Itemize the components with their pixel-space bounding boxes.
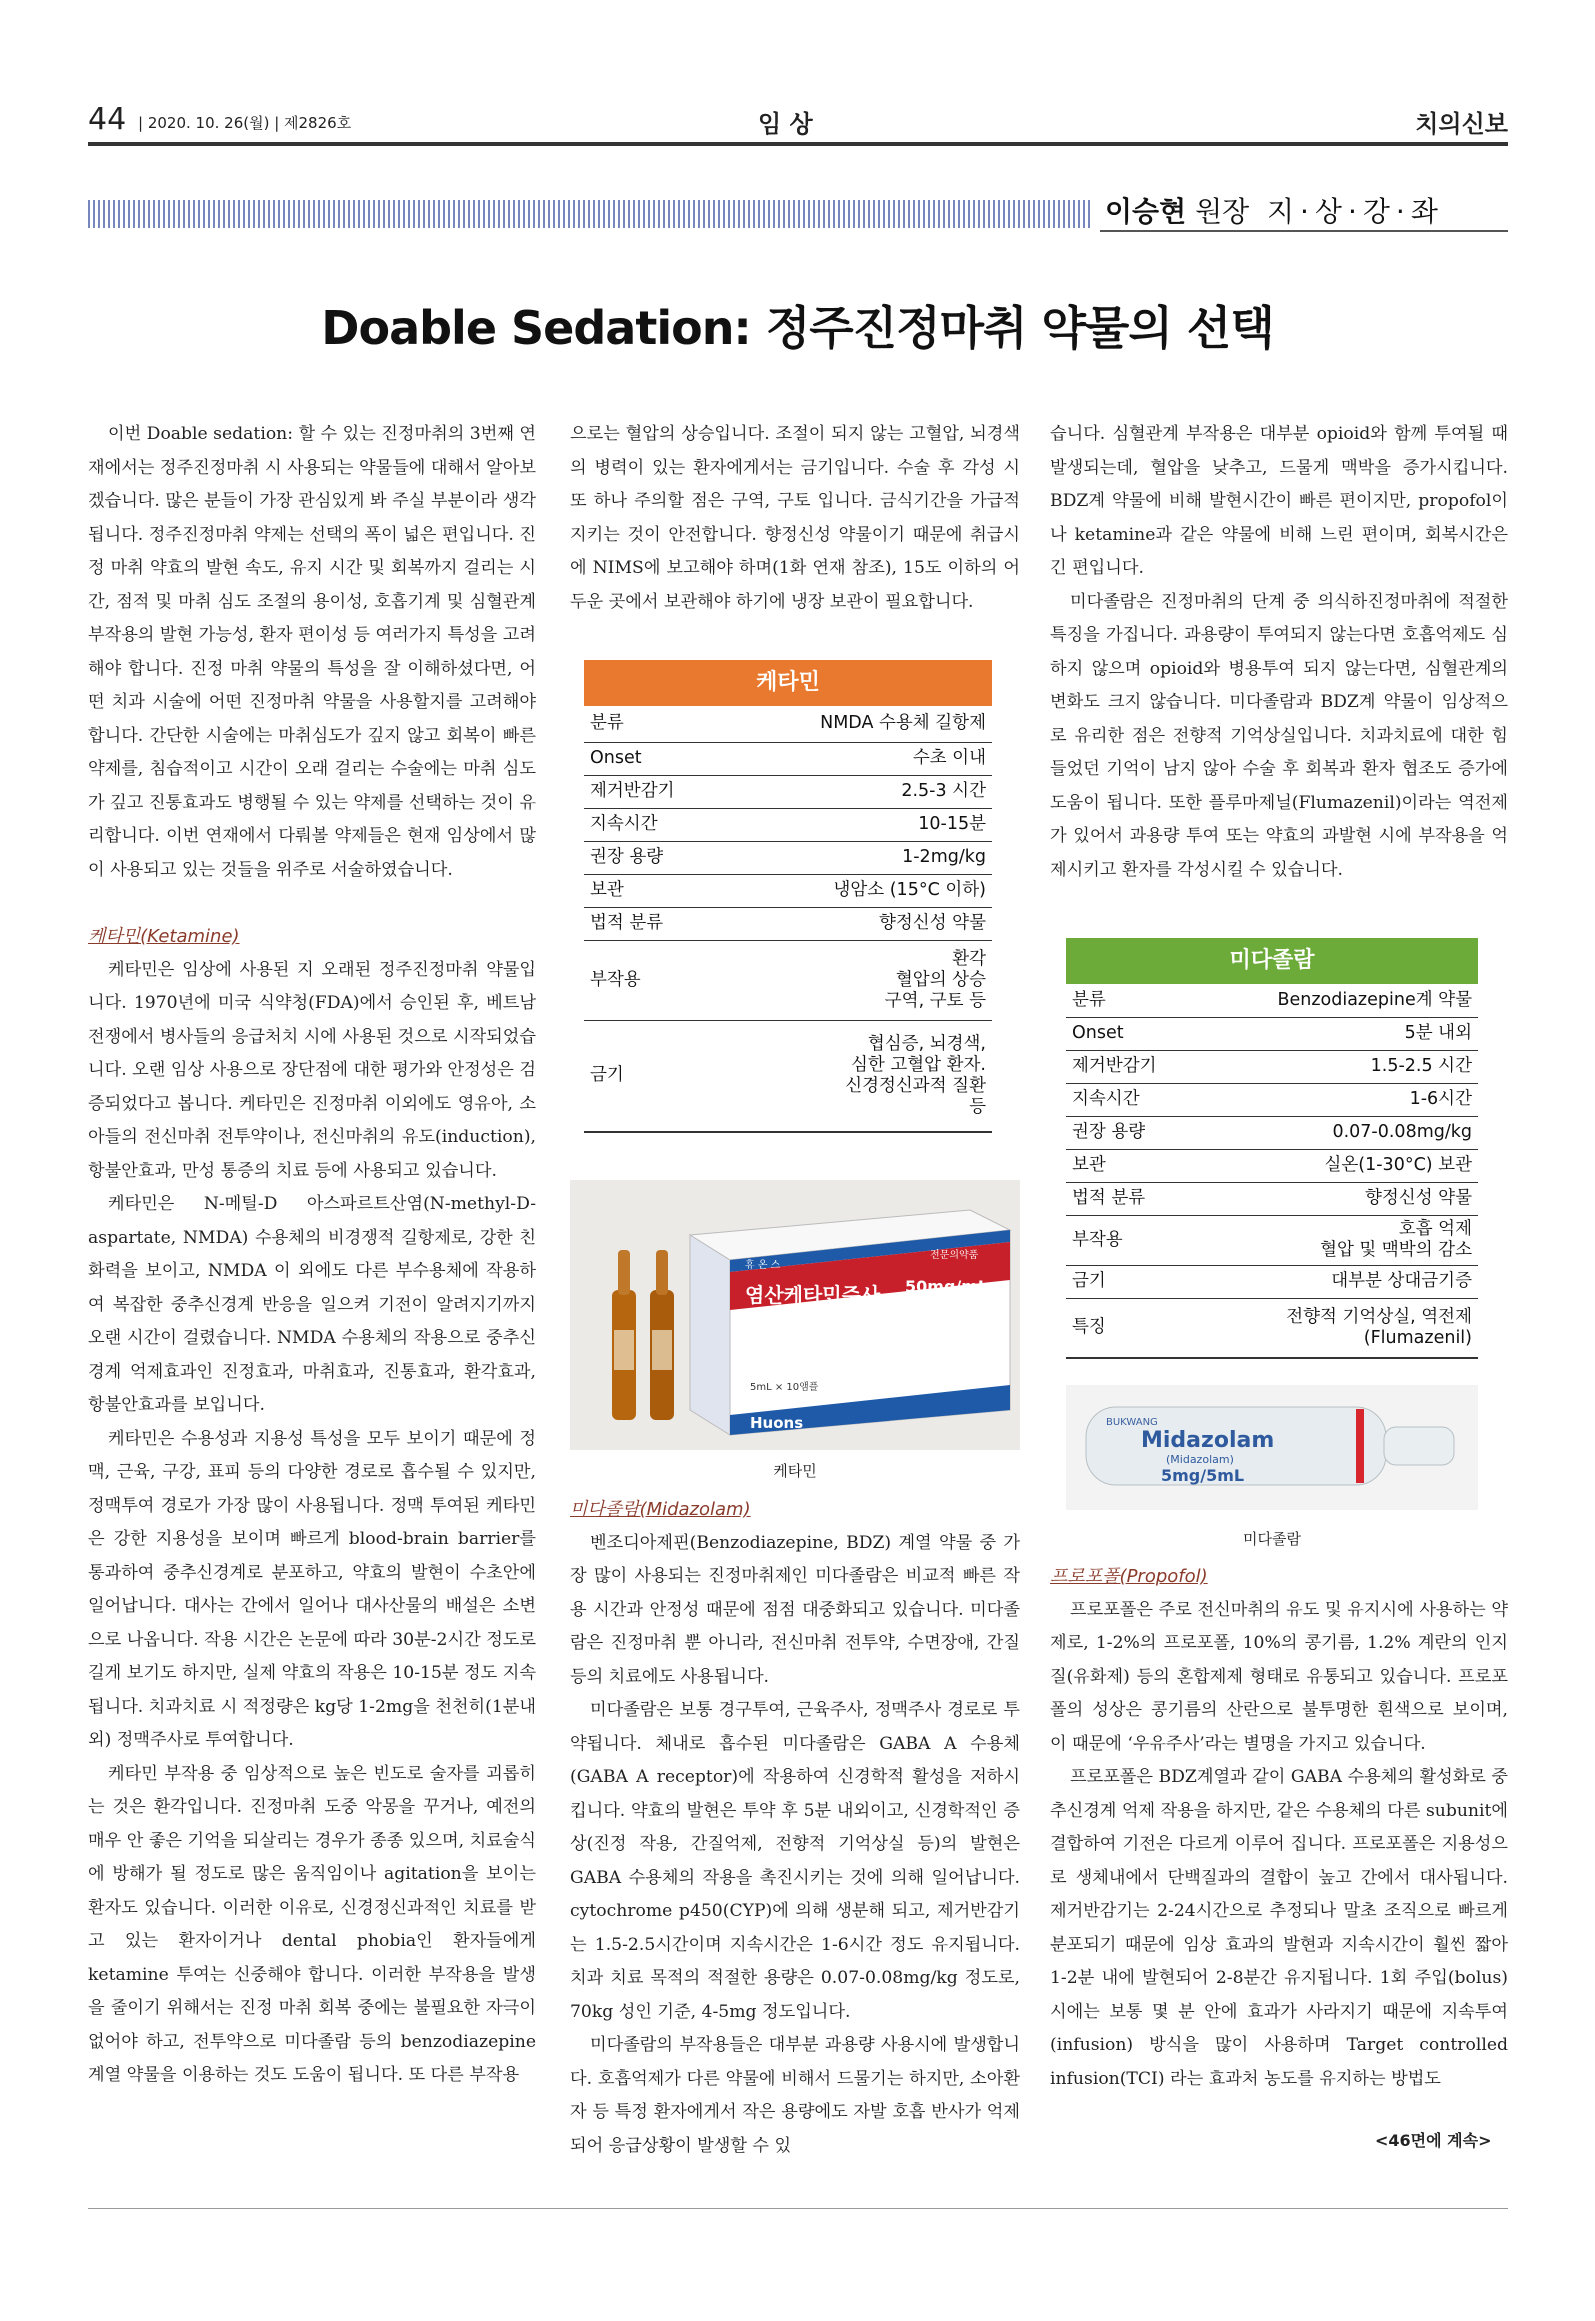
row-value: NMDA 수용체 길항제 bbox=[728, 706, 992, 742]
row-value: 협심증, 뇌경색, 심한 고혈압 환자. 신경정신과적 질환 등 bbox=[728, 1020, 992, 1132]
table-row bbox=[584, 706, 992, 742]
row-value: 1-2mg/kg bbox=[728, 841, 992, 874]
table-row bbox=[1066, 1017, 1478, 1050]
intro-paragraph: 이번 Doable sedation: 할 수 있는 진정마취의 3번째 연재에서는 정주진정마취 시 사용되는 약물들에 대해서 알아보겠습니다. 많은 분들이 가장 관심있게 봐 주실 부분이라 생각됩니다. 정주진정마취 약제는 선택의 폭이 넓은 편입니다. 진정 마취 약효의 발현 속도, 유지 시간 및 회복까지 걸리는 시간, 점적 및 마취 심도 조절의 용이성, 호흡기계 및 심혈관계 부작용의 발현 가능성, 환자 편이성 등 여러가지 특성을 고려해야 합니다. 진정 마취 약물의 특성을 잘 이해하셨다면, 어떤 치과 시술에 어떤 진정마취 약물을 사용할지를 고려해야 합니다. 간단한 시술에는 마취심도가 깊지 않고 회복이 빠른 약제를, 침습적이고 시간이 오래 걸리는 수술에는 마취 심도가 깊고 진통효과도 병행될 수 있는 약제를 선택하는 것이 유리합니다. 이번 연재에서 다뤄볼 약제들은 현재 임상에서 많이 사용되고 있는 것들을 위주로 서술하였습니다. bbox=[88, 424, 536, 880]
box-concentration: 50mg/mL bbox=[905, 1277, 989, 1296]
column-3-lower bbox=[1050, 1560, 1508, 2096]
ampoule-dose: 5mg/5mL bbox=[1161, 1466, 1245, 1485]
paragraph: 미다졸람은 보통 경구투여, 근육주사, 정맥주사 경로로 투약됩니다. 체내로 흡수된 미다졸람은 GABA A 수용체(GABA A receptor)에 작용하여 신경학적 활성을 저하시킵니다. 약효의 발현은 투약 후 5분 내외이고, 신경학적인 증상(진정 작용, 간질억제, 전향적 기억상실 등)의 발현은 GABA 수용체의 작용을 촉진시키는 것에 의해 일어납니다. cytochrome p450(CYP)에 의해 생분해 되고, 제거반감기는 1.5-2.5시간이며 지속시간은 1-6시간 정도 유지됩니다. 치과 치료 목적의 적절한 용량은 0.07-0.08mg/kg 정도로, 70kg 성인 기준, 4-5mg 정도입니다. bbox=[570, 1700, 1020, 2022]
row-value: 대부분 상대금기증 bbox=[1197, 1265, 1478, 1298]
box-product-name: 염산케타민주사 bbox=[745, 1283, 881, 1307]
table-row bbox=[1066, 1083, 1478, 1116]
article-title: Doable Sedation: 정주진정마취 약물의 선택 bbox=[321, 301, 1274, 355]
table-header: 케타민 bbox=[584, 660, 992, 706]
row-label: 법적 분류 bbox=[1066, 1182, 1197, 1215]
row-value: 1-6시간 bbox=[1197, 1083, 1478, 1116]
table-row bbox=[1066, 1298, 1478, 1358]
header-rule bbox=[88, 142, 1508, 146]
table-row bbox=[1066, 1265, 1478, 1298]
table-body bbox=[1066, 984, 1478, 1359]
ketamine-product-image bbox=[570, 1180, 1020, 1450]
table-row bbox=[1066, 1116, 1478, 1149]
row-value: 5분 내외 bbox=[1197, 1017, 1478, 1050]
paragraph: 프로포폴은 주로 전신마취의 유도 및 유지시에 사용하는 약제로, 1-2%의 프로포폴, 10%의 콩기름, 1.2% 계란의 인지질(유화제) 등의 혼합제제 형태로 유통되고 있습니다. 프로포폴의 성상은 콩기름의 산란으로 불투명한 흰색으로 보이며, 이 때문에 ‘우유주사’라는 별명을 가지고 있습니다. bbox=[1050, 1599, 1508, 1754]
page-header bbox=[88, 100, 1508, 140]
row-label: 특징 bbox=[1066, 1298, 1197, 1358]
table-header: 미다졸람 bbox=[1066, 938, 1478, 984]
box-brand-top: 휴 온 스 bbox=[745, 1260, 781, 1271]
box-maker: Huons bbox=[750, 1414, 804, 1432]
row-label: 제거반감기 bbox=[584, 775, 728, 808]
row-label: 부작용 bbox=[1066, 1215, 1197, 1265]
row-label: 분류 bbox=[584, 706, 728, 742]
row-value: 전향적 기억상실, 역전제 (Flumazenil) bbox=[1197, 1298, 1478, 1358]
row-label: 금기 bbox=[584, 1020, 728, 1132]
row-value: 1.5-2.5 시간 bbox=[1197, 1050, 1478, 1083]
table-row bbox=[584, 742, 992, 775]
table-row bbox=[1066, 1149, 1478, 1182]
table-row bbox=[584, 841, 992, 874]
row-value: Benzodiazepine계 약물 bbox=[1197, 984, 1478, 1017]
column-1 bbox=[88, 418, 536, 2093]
table-row bbox=[1066, 1050, 1478, 1083]
propofol-heading: 프로포폴(Propofol) bbox=[1050, 1566, 1208, 1587]
row-label: 지속시간 bbox=[584, 808, 728, 841]
table-row bbox=[1066, 1215, 1478, 1265]
paragraph: 으로는 혈압의 상승입니다. 조절이 되지 않는 고혈압, 뇌경색의 병력이 있는 환자에게서는 금기입니다. 수술 후 각성 시 또 하나 주의할 점은 구역, 구토 입니다. 금식기간을 가급적 지키는 것이 안전합니다. 향정신성 약물이기 때문에 취급시에 NIMS에 보고해야 하며(1화 연재 참조), 15도 이하의 어두운 곳에서 보관해야 하기에 냉장 보관이 필요합니다. bbox=[570, 424, 1020, 612]
series-name: 지·상·강·좌 bbox=[1266, 195, 1444, 228]
table-row bbox=[584, 940, 992, 1020]
row-value: 향정신성 약물 bbox=[728, 907, 992, 940]
row-label: Onset bbox=[584, 742, 728, 775]
row-value: 향정신성 약물 bbox=[1197, 1182, 1478, 1215]
row-value: 환각 혈압의 상승 구역, 구토 등 bbox=[728, 940, 992, 1020]
row-value: 수초 이내 bbox=[728, 742, 992, 775]
column-2 bbox=[570, 418, 1020, 619]
table-row bbox=[584, 874, 992, 907]
continued-note: <46면에 계속> bbox=[1375, 2131, 1492, 2150]
page-number: 44 bbox=[88, 102, 127, 137]
paragraph: 케타민은 N-메틸-D 아스파르트산염(N-methyl-D-aspartate, NMDA) 수용체의 비경쟁적 길항제로, 강한 친화력을 보이고, NMDA 이 외에도 다른 부수용체에 작용하여 복잡한 중추신경계 반응을 일으켜 기전이 알려지기까지 오랜 시간이 걸렸습니다. NMDA 수용체의 작용으로 중추신경계 억제효과인 진정효과, 마취효과, 진통효과, 환각효과, 항불안효과를 보입니다. bbox=[88, 1194, 536, 1415]
midazolam-photo bbox=[1066, 1385, 1478, 1510]
table-row bbox=[584, 775, 992, 808]
footer-rule bbox=[88, 2208, 1508, 2209]
row-label: 법적 분류 bbox=[584, 907, 728, 940]
paragraph: 미다졸람은 진정마취의 단계 중 의식하진정마취에 적절한 특징을 가집니다. 과용량이 투여되지 않는다면 호흡억제도 심하지 않으며 opioid와 병용투여 되지 않는다면, 심혈관계의 변화도 크지 않습니다. 미다졸람과 BDZ계 약물이 임상적으로 유리한 점은 전향적 기억상실입니다. 치과치료에 대한 힘들었던 기억이 남지 않아 수술 후 회복과 환자 협조도 증가에 도움이 됩니다. 또한 플루마제닐(Flumazenil)이라는 역전제가 있어서 과용량 투여 또는 약효의 과발현 시에 부작용을 억제시키고 환자를 각성시킬 수 있습니다. bbox=[1050, 591, 1508, 880]
paragraph: 케타민은 임상에 사용된 지 오래된 정주진정마취 약물입니다. 1970년에 미국 식약청(FDA)에서 승인된 후, 베트남 전쟁에서 병사들의 응급처치 시에 사용된 것으로 시작되었습니다. 오랜 임상 사용으로 장단점에 대한 평가와 안정성은 검증되었다고 봅니다. 케타민은 진정마취 이외에도 영유아, 소아들의 전신마취 전투약이나, 전신마취의 유도(induction), 항불안효과, 만성 통증의 치료 등에 사용되고 있습니다. bbox=[88, 959, 536, 1181]
ketamine-table bbox=[584, 660, 992, 1133]
row-value: 2.5-3 시간 bbox=[728, 775, 992, 808]
ketamine-caption: 케타민 bbox=[773, 1462, 817, 1480]
row-value: 0.07-0.08mg/kg bbox=[1197, 1116, 1478, 1149]
row-value: 실온(1-30°C) 보관 bbox=[1197, 1149, 1478, 1182]
table-row bbox=[1066, 984, 1478, 1017]
ampoule-maker: BUKWANG bbox=[1106, 1417, 1158, 1428]
row-value: 냉암소 (15°C 이하) bbox=[728, 874, 992, 907]
series-band bbox=[88, 200, 1093, 228]
table-body bbox=[584, 706, 992, 1133]
section-name: 임 상 bbox=[758, 110, 813, 138]
table-row bbox=[584, 1020, 992, 1132]
column-3 bbox=[1050, 418, 1508, 887]
table-row bbox=[584, 907, 992, 940]
series-rule bbox=[1100, 230, 1508, 232]
midazolam-table bbox=[1066, 938, 1478, 1359]
row-label: 권장 용량 bbox=[584, 841, 728, 874]
row-value: 10-15분 bbox=[728, 808, 992, 841]
midazolam-heading: 미다졸람(Midazolam) bbox=[570, 1499, 751, 1520]
ketamine-photo bbox=[570, 1180, 1020, 1450]
column-2-lower bbox=[570, 1493, 1020, 2163]
ampoule-generic: (Midazolam) bbox=[1166, 1453, 1234, 1466]
row-label: 분류 bbox=[1066, 984, 1197, 1017]
row-label: Onset bbox=[1066, 1017, 1197, 1050]
row-label: 제거반감기 bbox=[1066, 1050, 1197, 1083]
row-label: 부작용 bbox=[584, 940, 728, 1020]
box-tag: 전문의약품 bbox=[930, 1250, 979, 1261]
row-label: 지속시간 bbox=[1066, 1083, 1197, 1116]
midazolam-caption: 미다졸람 bbox=[1243, 1530, 1301, 1548]
paragraph: 프로포폴은 BDZ계열과 같이 GABA 수용체의 활성화로 중추신경계 억제 작용을 하지만, 같은 수용체의 다른 subunit에 결합하여 기전은 다르게 이루어 집니다. 프로포폴은 지용성으로 생체내에서 단백질과의 결합이 높고 간에서 대사됩니다. 제거반감기는 2-24시간으로 추정되나 말초 조직으로 빠르게 분포되기 때문에 임상 효과의 발현과 지속시간이 훨씬 짧아 1-2분 내에 발현되어 2-8분간 유지됩니다. 1회 주입(bolus) 시에는 보통 몇 분 안에 효과가 사라지기 때문에 지속투여(infusion) 방식을 많이 사용하며 Target controlled infusion(TCI) 라는 효과처 농도를 유지하는 방법도 bbox=[1050, 1767, 1508, 2089]
row-label: 금기 bbox=[1066, 1265, 1197, 1298]
row-label: 보관 bbox=[584, 874, 728, 907]
ketamine-heading: 케타민(Ketamine) bbox=[88, 926, 240, 947]
paragraph: 습니다. 심혈관계 부작용은 대부분 opioid와 함께 투여될 때 발생되는데, 혈압을 낮추고, 드물게 맥박을 증가시킵니다. BDZ계 약물에 비해 발현시간이 빠른 편이지만, propofol이나 ketamine과 같은 약물에 비해 느린 편이며, 회복시간은 긴 편입니다. bbox=[1050, 424, 1508, 578]
midazolam-product-image bbox=[1066, 1385, 1478, 1510]
table-row bbox=[1066, 1182, 1478, 1215]
paragraph: 케타민 부작용 중 임상적으로 높은 빈도로 술자를 괴롭히는 것은 환각입니다. 진정마취 도중 악몽을 꾸거나, 예전의 매우 안 좋은 기억을 되살리는 경우가 종종 있으며, 치료술식에 방해가 될 정도로 많은 움직임이나 agitation을 보이는 환자도 있습니다. 이러한 이유로, 신경정신과적인 치료를 받고 있는 환자이거나 dental phobia인 환자들에게 ketamine 투여는 신중해야 합니다. 이러한 부작용을 발생을 줄이기 위해서는 진정 마취 회복 중에는 불필요한 자극이 없어야 하고, 전투약으로 미다졸람 등의 benzodiazepine 계열 약물을 이용하는 것도 도움이 됩니다. 또 다른 부작용 bbox=[88, 1763, 536, 2085]
author-title: 원장 bbox=[1195, 195, 1250, 228]
product-box bbox=[690, 1210, 1010, 1435]
paragraph: 벤조디아제핀(Benzodiazepine, BDZ) 계열 약물 중 가장 많이 사용되는 진정마취제인 미다졸람은 비교적 빠른 작용 시간과 안정성 때문에 점점 대중화되고 있습니다. 미다졸람은 진정마취 뿐 아니라, 전신마취 전투약, 수면장애, 간질 등의 치료에도 사용됩니다. bbox=[570, 1532, 1020, 1687]
box-contents: 5mL × 10앰플 bbox=[750, 1382, 819, 1393]
row-value: 호흡 억제 혈압 및 맥박의 감소 bbox=[1197, 1215, 1478, 1265]
author-name: 이승현 bbox=[1105, 195, 1187, 228]
row-label: 보관 bbox=[1066, 1149, 1197, 1182]
paragraph: 미다졸람의 부작용들은 대부분 과용량 사용시에 발생합니다. 호흡억제가 다른 약물에 비해서 드물기는 하지만, 소아환자 등 특정 환자에게서 작은 용량에도 자발 호흡 반사가 억제되어 응급상황이 발생할 수 있 bbox=[570, 2035, 1020, 2156]
table-row bbox=[584, 808, 992, 841]
row-label: 권장 용량 bbox=[1066, 1116, 1197, 1149]
paragraph: 케타민은 수용성과 지용성 특성을 모두 보이기 때문에 정맥, 근육, 구강, 표피 등의 다양한 경로로 흡수될 수 있지만, 정맥투여 경로가 가장 많이 사용됩니다. 정맥 투여된 케타민은 강한 지용성을 보이며 빠르게 blood-brain barrier를 통과하여 중추신경계로 분포하고, 약효의 발현이 수초안에 일어납니다. 대사는 간에서 일어나 대사산물의 배설은 소변으로 나옵니다. 작용 시간은 논문에 따라 30분-2시간 정도로 길게 보기도 하지만, 실제 약효의 작용은 10-15분 정도 지속됩니다. 치과치료 시 적정량은 kg당 1-2mg을 천천히(1분내외) 정맥주사로 투여합니다. bbox=[88, 1428, 536, 1750]
series-label bbox=[1105, 190, 1444, 230]
ampoule-name: Midazolam bbox=[1141, 1428, 1275, 1453]
publication-name: 치의신보 bbox=[1415, 110, 1508, 138]
issue-date: | 2020. 10. 26(월) | 제2826호 bbox=[138, 114, 352, 132]
